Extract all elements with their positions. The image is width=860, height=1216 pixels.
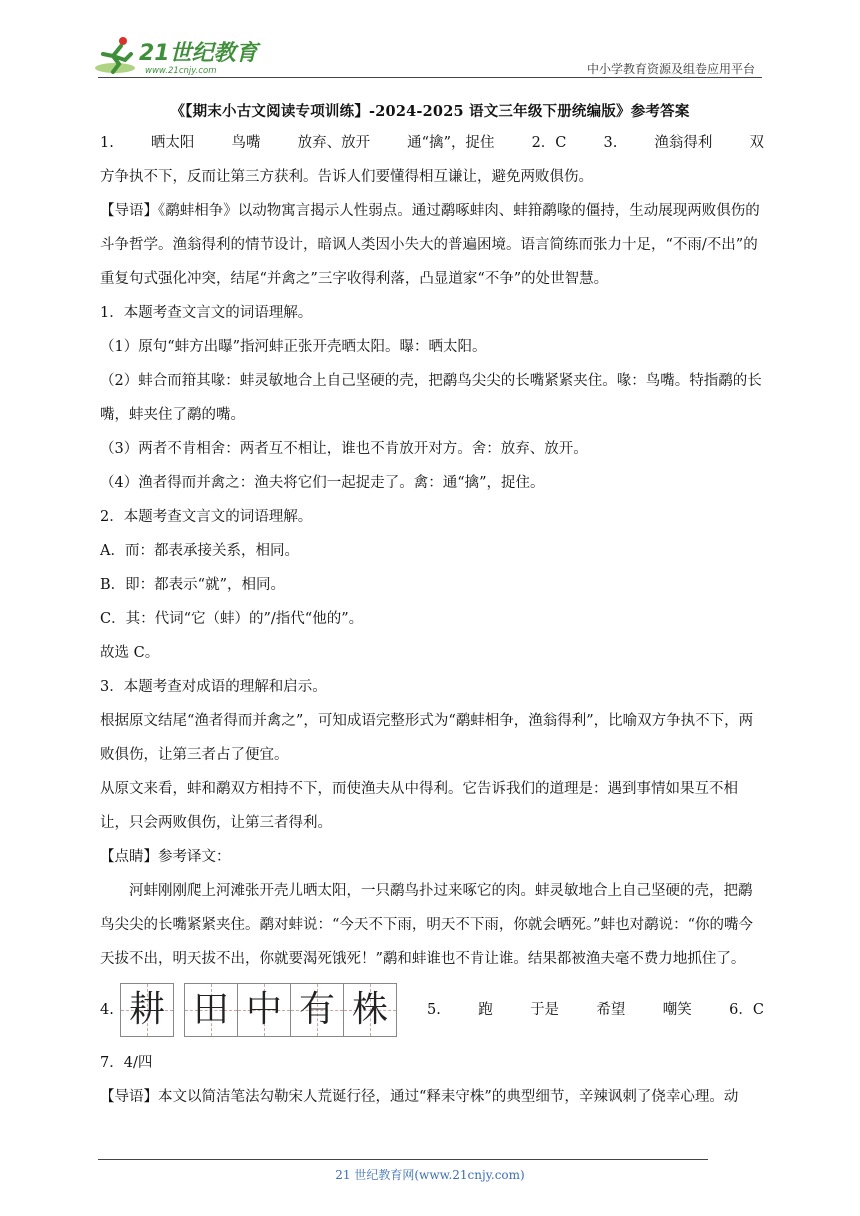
- tian-grid-group-1: [120, 983, 174, 1037]
- analysis-q2-option: C．其：代词“它（蚌）的”/指代“他的”。: [100, 611, 364, 627]
- svg-text:21世纪教育: 21世纪教育: [139, 41, 258, 66]
- document-body: [100, 126, 764, 1114]
- tian-grid-cell: 田: [185, 984, 237, 1036]
- analysis-q3-text: 从原文来看，蚌和鹬双方相持不下，而使渔夫从中得利。它告诉我们的道理是：遇到事情如果互不相让，只会两败俱伤，让第三者得利。: [100, 781, 738, 831]
- answer-continuation: 方争执不下，反而让第三方获利。告诉人们要懂得相互谦让，避免两败俱伤。: [100, 169, 593, 185]
- answer-item: 晒太阳: [150, 135, 195, 151]
- footer-divider: [98, 1159, 708, 1160]
- document-title: 《【期末小古文阅读专项训练】-2024-2025 语文三年级下册统编版》参考答案: [170, 103, 690, 120]
- answer-item: 放弃、放开: [297, 135, 371, 151]
- tian-grid-cell: 有: [290, 984, 343, 1036]
- platform-name: 中小学教育资源及组卷应用平台: [586, 62, 755, 76]
- analysis-q2: 2．本题考查文言文的词语理解。: [100, 509, 313, 525]
- answer-item: 2．C: [531, 135, 567, 151]
- answer-item: 6．C: [729, 1002, 764, 1018]
- answer-row-4-rest: [407, 993, 764, 1027]
- question-number: 4.: [100, 1002, 114, 1018]
- analysis-q1-item: （3）两者不肯相舍：两者互不相让，谁也不肯放开对方。舍：放弃、放开。: [100, 441, 588, 457]
- answer-item: 通“擒”，捉住: [407, 135, 495, 151]
- svg-text:www.21cnjy.com: www.21cnjy.com: [145, 66, 217, 76]
- analysis-q1-item: （4）渔者得而并禽之：渔夫将它们一起捉走了。禽：通“擒”，捉住。: [100, 475, 545, 491]
- analysis-q3-text: 根据原文结尾“渔者得而并禽之”，可知成语完整形式为“鹬蚌相争，渔翁得利”，比喻双方争执不下，两败俱伤，让第三者占了便宜。: [100, 713, 754, 763]
- analysis-q1: 1．本题考查文言文的词语理解。: [100, 305, 313, 321]
- guide-paragraph: 【导语】《鹬蚌相争》以动物寓言揭示人性弱点。通过鹬啄蚌肉、蚌箝鹬喙的僵持，生动展现两败俱伤的斗争哲学。渔翁得利的情节设计，暗讽人类因小失大的普遍困境。语言简练而张力十足，“不雨/不出”的重复句式强化冲突，结尾“并禽之”三字收得利落，凸显道家“不争”的处世智慧。: [100, 203, 760, 287]
- analysis-q2-option: A．而：都表承接关系，相同。: [100, 543, 299, 559]
- analysis-q1-item: （1）原句“蚌方出曝”指河蚌正张开壳晒太阳。曝：晒太阳。: [100, 339, 487, 355]
- answer-item: 1.: [100, 135, 114, 151]
- header-divider: [98, 77, 762, 78]
- tian-grid-group-2: [184, 983, 397, 1037]
- analysis-q2-option: B．即：都表示“就”，相同。: [100, 577, 285, 593]
- analysis-q3: 3．本题考查对成语的理解和启示。: [100, 679, 327, 695]
- runner-logo-icon: [93, 34, 263, 78]
- site-logo[interactable]: [93, 34, 263, 78]
- translation-paragraph: 河蚌刚刚爬上河滩张开壳儿晒太阳，一只鹬鸟扑过来啄它的肉。蚌灵敏地合上自己坚硬的壳，把鹬鸟尖尖的长嘴紧紧夹住。鹬对蚌说：“今天不下雨，明天不下雨，你就会晒死。”蚌也对鹬说：“你的嘴今天拔不出，明天拔不出，你就要渴死饿死！”鹬和蚌谁也不肯让谁。结果都被渔夫毫不费力地抓住了。: [100, 883, 753, 967]
- answer-item: 渔翁得利: [654, 135, 713, 151]
- answer-item: 嘲笑: [662, 1002, 692, 1018]
- footer-link[interactable]: 21 世纪教育网(www.21cnjy.com): [335, 1168, 525, 1182]
- answer-item: 希望: [596, 1002, 626, 1018]
- analysis-q1-item: （2）蚌合而箝其喙：蚌灵敏地合上自己坚硬的壳，把鹬鸟尖尖的长嘴紧紧夹住。喙：鸟嘴。特指鹬的长嘴，蚌夹住了鹬的嘴。: [100, 373, 762, 423]
- answer-q7: 7．4/四: [100, 1055, 153, 1071]
- answer-row-4: [100, 978, 764, 1042]
- guide-paragraph-2: 【导语】本文以简洁笔法勾勒宋人荒诞行径，通过“释耒守株”的典型细节，辛辣讽刺了侥幸心理。动: [100, 1089, 739, 1105]
- answer-item: 鸟嘴: [231, 135, 261, 151]
- answer-item: 5.: [427, 1002, 441, 1018]
- tian-grid-cell: 中: [237, 984, 290, 1036]
- highlight-heading: 【点睛】参考译文：: [100, 849, 231, 865]
- answer-item: 跑: [478, 1002, 493, 1018]
- answer-item: 双: [749, 135, 764, 151]
- tian-grid-cell: 株: [343, 984, 396, 1036]
- tian-grid-cell: 耕: [121, 984, 173, 1036]
- analysis-q2-selection: 故选 C。: [100, 645, 160, 661]
- answer-row-1: [100, 126, 764, 160]
- answer-item: 于是: [530, 1002, 560, 1018]
- answer-item: 3.: [603, 135, 618, 151]
